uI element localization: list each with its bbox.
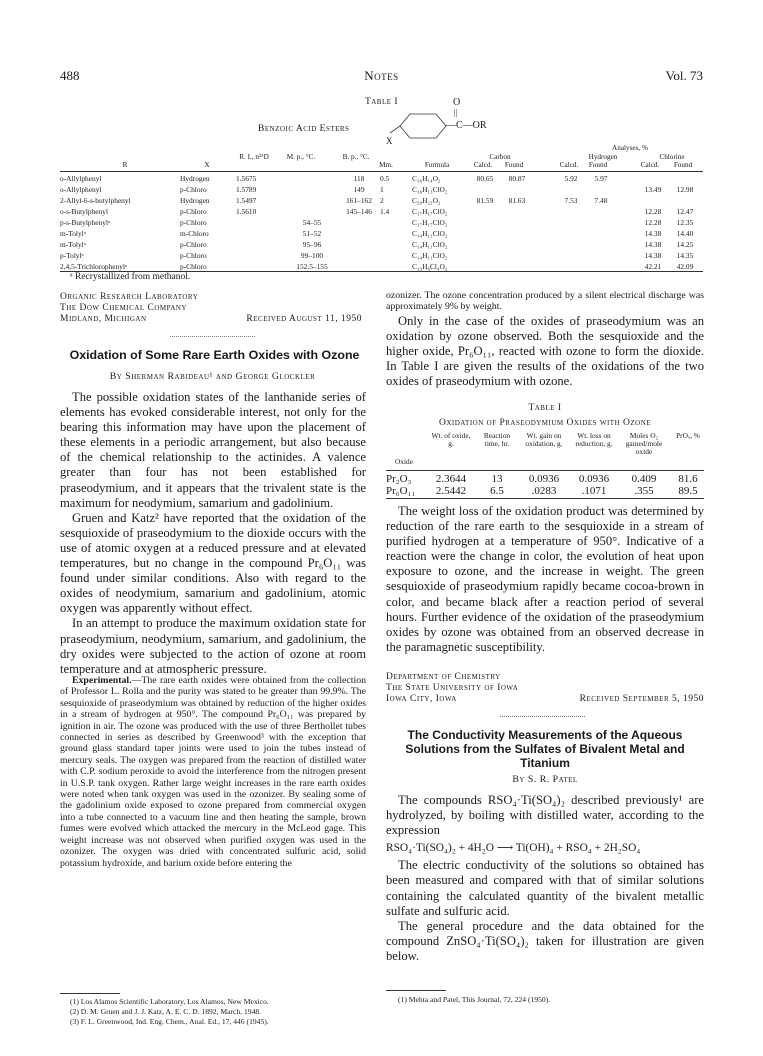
table-cell-formula: C₁₄H₁₁ClO₂ [412, 240, 448, 249]
table-cell-mp: 95–96 [302, 240, 322, 249]
article1-experimental [60, 675, 366, 869]
table-row [60, 251, 700, 262]
article2-paragraph: The compounds RSO₄·Ti(SO₄)₂ described previously¹ are hydrolyzed, by boiling with distilled water, according to the expression [386, 793, 704, 838]
prev-company: The Dow Chemical Company [60, 303, 188, 313]
table2-header-cell: Wt. loss on reduction, g. [575, 431, 613, 448]
table-cell-clc: 14.38 [644, 251, 662, 260]
table-cell-mm: 1.4 [380, 207, 390, 216]
experimental-text: —The rare earth oxides were obtained from the collection of Professor L. Rolla and the purity was stated to be greater than 99.9%. The sesquioxide of praseodymium was obtained by reduction of the higher oxides in a stream of hydrogen at 950°. The compound Pr₆O₁₁ was prepared by ignition in air. The ozone was produced with the use of three Berthollet tubes connected in series as described by Greenwood³ with the exception that ground glass standard taper joints were used to join the tubes instead of mercury seals. The oxygen was prepared from the reaction of distilled water with C.P. sodium peroxide to avoid the interference from the nitrogen present in U.S.P. tank oxygen. Rather large weight increases in the rare earth oxides were noted when tank oxygen was used in the ozonizer. By sealing some of the gadolinium oxide exposed to ozone prepared from commercial oxygen into a tube connected to a vacuum line and then heating the sample, brown fumes were evolved which attacked the mercury in the McLeod gage. This weight increase was not observed when purified oxygen was used in the ozonizer. The oxygen was dried with concentrated sulfuric acid, solid potassium hydroxide, and barium oxide before entering the [60, 675, 366, 869]
table-cell-hf: 5.97 [594, 174, 608, 183]
table-cell-clc: 13.49 [644, 185, 662, 194]
article1-paragraph: Gruen and Katz² have reported that the oxidation of the sesquioxide of praseodymium to the dioxide occurs with the use of atomic oxygen at a reduced pressure and at elevated temperatures, but no change in the compound Pr₆O₁₁ was found under similar conditions. Also with regard to the oxides of neodymium, samarium and gadolinium, atomic oxygen was apparently without effect. [60, 510, 366, 616]
table-cell-mp: 51–52 [302, 229, 322, 238]
structure-x-label: X [386, 136, 393, 146]
table-cell-hf: 7.48 [594, 196, 608, 205]
col-hydrogen-calcd: Calcd. [559, 161, 579, 169]
article1-paragraph: Only in the case of the oxides of praseodymium was an oxidation by ozone observed. Both the sesquioxide and the higher oxide, Pr₆O₁₁, reacted with ozone to form the dioxide. In Table I are given the results of the oxidations of the two oxides of praseodymium with ozone. [386, 314, 704, 389]
structure-ester-label: —C—OR [446, 120, 487, 131]
table-cell-r: 2,4,5-Trichlorophenylᵃ [60, 262, 128, 271]
table-cell-x: p-Chloro [180, 240, 207, 249]
table-cell-clf: 12.47 [676, 207, 694, 216]
table-row [60, 185, 700, 196]
col-chlorine-calcd: Calcd. [640, 161, 660, 169]
col-hydrogen-found: Found [588, 161, 608, 169]
table2-cell: .1071 [581, 485, 607, 497]
volume-number: Vol. 73 [665, 68, 703, 83]
footnote-rule-2 [386, 990, 446, 991]
table-row [60, 229, 700, 240]
table-cell-cf: 80.87 [508, 174, 526, 183]
chlorine-header: Chlorine [659, 153, 685, 161]
article2-author: By S. R. Patel [512, 774, 578, 785]
carbon-header: Carbon [489, 153, 511, 161]
table-cell-r: 2-Allyl-6-s-butylphenyl [60, 196, 131, 205]
table2-caption: Oxidation of Praseodymium Oxides with Ozone [438, 418, 652, 428]
table-cell-cc: 81.59 [476, 196, 494, 205]
structure-double-bond: || [454, 108, 458, 117]
table-cell-x: p-Chloro [180, 185, 207, 194]
col-mm-header: Mm. [379, 161, 393, 169]
table-cell-cc: 80.65 [476, 174, 494, 183]
col-carbon-found: Found [504, 161, 524, 169]
table-cell-mp: 54–55 [302, 218, 322, 227]
table-cell-formula: C₁₃H₆Cl₄O₂ [412, 262, 448, 271]
col-mp-header: M. p., °C. [286, 153, 316, 161]
table-cell-ri: 1.5497 [236, 196, 257, 205]
running-head: Notes [364, 68, 399, 83]
table-cell-ri: 1.5675 [236, 174, 257, 183]
table2-cell: 6.5 [490, 485, 504, 497]
table-cell-r: m-Tolylᵃ [60, 240, 86, 249]
table-cell-formula: C₁₇H₁₇ClO₂ [412, 207, 448, 216]
table-cell-bp: 149 [353, 185, 365, 194]
table-cell-clc: 14.38 [644, 229, 662, 238]
table-cell-r: o-Allylphenyl [60, 185, 102, 194]
table2-header-rule [386, 470, 704, 471]
table-cell-bp: 161–162 [346, 196, 372, 205]
table-cell-clf: 42.09 [676, 262, 694, 271]
table2-header-cell: Moles O₂ gained/mole oxide [625, 431, 663, 456]
col-formula-header: Formula [424, 161, 450, 169]
table-cell-x: p-Chloro [180, 207, 207, 216]
table1-label: Table I [364, 97, 399, 107]
experimental-heading: Experimental. [72, 675, 132, 686]
page-number: 488 [60, 68, 80, 83]
article2-footnote: (1) Mehta and Patel, This Journal, 72, 224 (1950). [398, 995, 551, 1004]
table-cell-mm: 0.5 [380, 174, 390, 183]
table2-header-cell: PrOₓ, % [676, 431, 700, 440]
table2-cell: 0.0936 [528, 473, 560, 485]
table-row [60, 196, 700, 207]
table2-label: Table I [528, 403, 562, 413]
table-cell-hc: 7.53 [564, 196, 578, 205]
col-r-header: R [122, 161, 128, 169]
table-cell-formula: C₂₀H₂₂O₂ [412, 196, 441, 205]
table2-cell: 0.409 [631, 473, 657, 485]
table-cell-x: p-Chloro [180, 262, 207, 271]
table2-bottom-rule [386, 498, 704, 499]
table1-footnote: ᵃ Recrystallized from methanol. [70, 272, 191, 282]
prev-city: Midland, Michigan [60, 314, 147, 324]
table-cell-x: Hydrogen [180, 196, 210, 205]
table-cell-clc: 12.28 [644, 218, 662, 227]
prev-lab: Organic Research Laboratory [60, 292, 199, 302]
table-cell-clc: 14.38 [644, 240, 662, 249]
footnote-2: (2) D. M. Gruen and J. J. Katz, A. E. C. D. 1892, March, 1948. [70, 1007, 262, 1016]
table-cell-clc: 42.21 [644, 262, 662, 271]
table-cell-bp: 118 [353, 174, 365, 183]
table-row [60, 174, 700, 185]
table2-cell: 89.5 [678, 485, 698, 497]
dept: Department of Chemistry [386, 672, 501, 682]
table-cell-clf: 14.35 [676, 251, 694, 260]
table-cell-ri: 1.5610 [236, 207, 257, 216]
table2-cell: 13 [491, 473, 503, 485]
article1-right-body-2 [386, 504, 704, 655]
table-cell-r: p-Tolylᵃ [60, 251, 84, 260]
article1-authors: By Sherman Rabideau¹ and George Glockler [109, 371, 316, 382]
article2-body [386, 793, 704, 964]
table-cell-r: p-s-Butylphenylᵃ [60, 218, 111, 227]
table-cell-formula: C₁₆H₁₃ClO₂ [412, 185, 448, 194]
table-cell-formula: C₁₄H₁₁ClO₂ [412, 229, 448, 238]
separator-dots [170, 336, 255, 337]
col-chlorine-found: Found [673, 161, 693, 169]
table-cell-x: p-Chloro [180, 251, 207, 260]
table-row [60, 240, 700, 251]
article1-paragraph: The possible oxidation states of the lanthanide series of elements has evoked considerable interest, not only for the bearing this information may have upon the placement of these elements in a periodic arrangement, but also because of the chemical relationship to the actinides. A valence greater than four has not been established for praseodymium, and it appears that the trivalent state is the maximum for neodymium, samarium and gadolinium. [60, 390, 366, 510]
table-cell-x: m-Chloro [180, 229, 209, 238]
table2-cell: Pr₂O₃ [386, 473, 412, 485]
table-cell-ri: 1.5789 [236, 185, 257, 194]
col-x-header: X [204, 161, 210, 169]
table-cell-r: o-s-Butylphenyl [60, 207, 109, 216]
university: The State University of Iowa [386, 683, 519, 693]
table-cell-mp: 99–100 [300, 251, 324, 260]
article1-paragraph: The weight loss of the oxidation product was determined by reduction of the rare earth to the sesquioxide in a stream of purified hydrogen at a temperature of 950°. Indicative of a reaction were the change in color, the evolution of heat upon exposure to ozone, and the increase in weight. The green sesquioxide of praseodymium rapidly became cocoa-brown in color, and became black after a reaction period of several hours. Further evidence of the oxidation of the praseodymium oxides by ozone was obtained from an observed decrease in the paramagnetic susceptibility. [386, 504, 704, 654]
table-cell-bp: 145–146 [346, 207, 372, 216]
table-cell-r: o-Allylphenyl [60, 174, 102, 183]
article2-paragraph: The electric conductivity of the solutions so obtained has been measured and compared with that of similar solutions containing the calculated quantity of the bivalent metallic sulfate and sulfuric acid. [386, 858, 704, 918]
article1-paragraph: In an attempt to produce the maximum oxidation state for praseodymium, neodymium, samarium, and gadolinium, the dry oxides were subjected to the action of ozone at room temperature and at atmospheric pressure. [60, 616, 366, 676]
footnote-rule [60, 993, 120, 994]
table-cell-mm: 1 [380, 185, 384, 194]
footnote-3: (3) F. L. Greenwood, Ind. Eng. Chem., Anal. Ed., 17, 446 (1945). [70, 1017, 269, 1026]
table2-cell: .0283 [531, 485, 557, 497]
table2-cell: 0.0936 [578, 473, 610, 485]
table2-header-cell: Wt. of oxide, g. [431, 431, 471, 448]
table-cell-x: Hydrogen [180, 174, 210, 183]
table-cell-mm: 2 [380, 196, 384, 205]
hydrogen-header: Hydrogen [588, 153, 618, 161]
table1-caption: Benzoic Acid Esters [258, 124, 350, 134]
prev-received: Received August 11, 1950 [246, 314, 362, 324]
table-cell-formula: C₁₆H₁₄O₂ [412, 174, 441, 183]
table2-cell: 81.6 [678, 473, 698, 485]
article1-right-body [386, 314, 704, 389]
table-cell-mp: 152.5–155 [296, 262, 328, 271]
table-cell-cf: 81.63 [508, 196, 526, 205]
article2-equation: RSO₄·Ti(SO₄)₂ + 4H₂O ⟶ Ti(OH)₄ + RSO₄ + 2H₂SO₄ [386, 842, 641, 855]
received: Received September 5, 1950 [579, 694, 704, 704]
table-cell-formula: C₁₄H₁₁ClO₂ [412, 251, 448, 260]
article2-paragraph: The general procedure and the data obtained for the compound ZnSO₄·Ti(SO₄)₂ taken for illustration are given below. [386, 918, 704, 963]
article1-footnotes [70, 997, 370, 1027]
article1-left-body [60, 390, 366, 677]
table-cell-clf: 12.35 [676, 218, 694, 227]
table2-header-cell: Reaction time, hr. [483, 431, 511, 448]
table-cell-hc: 5.92 [564, 174, 578, 183]
table2-cell: Pr₆O₁₁ [386, 485, 416, 497]
table2-cell: 2.3644 [435, 473, 467, 485]
col-ri-header: R. I., n²⁵D [239, 153, 269, 161]
table-cell-x: p-Chloro [180, 218, 207, 227]
table2-cell: .355 [634, 485, 654, 497]
city: Iowa City, Iowa [386, 694, 457, 704]
table-cell-clf: 14.40 [676, 229, 694, 238]
analyses-header: Analyses, % [612, 144, 648, 152]
table-row [60, 207, 700, 218]
article1-right-small: ozonizer. The ozone concentration produced by a silent electrical discharge was approximately 9% by weight. [386, 290, 704, 313]
table-cell-r: m-Tolylᵃ [60, 229, 86, 238]
col-bp-header: B. p., °C. [342, 153, 370, 161]
col-carbon-calcd: Calcd. [473, 161, 493, 169]
table-cell-formula: C₁₇H₁₇ClO₂ [412, 218, 448, 227]
structure-oxygen-label: O [453, 97, 461, 108]
article2-title: The Conductivity Measurements of the Aqueous Solutions from the Sulfates of Bivalent Metal and Titanium [405, 728, 685, 770]
table-row [386, 485, 706, 498]
table-cell-clf: 12.98 [676, 185, 694, 194]
table-row [60, 218, 700, 229]
table2-header-cell: Oxide [394, 457, 414, 466]
article1-title: Oxidation of Some Rare Earth Oxides with Ozone [69, 348, 360, 362]
table1-header-rule [60, 171, 703, 172]
table-cell-clc: 12.28 [644, 207, 662, 216]
separator-dots [500, 716, 585, 717]
table2-cell: 2.5442 [435, 485, 467, 497]
table-cell-clf: 14.25 [676, 240, 694, 249]
footnote-1: (1) Los Alamos Scientific Laboratory, Los Alamos, New Mexico. [70, 997, 269, 1006]
table2-header-cell: Wt. gain on oxidation, g. [525, 431, 563, 448]
